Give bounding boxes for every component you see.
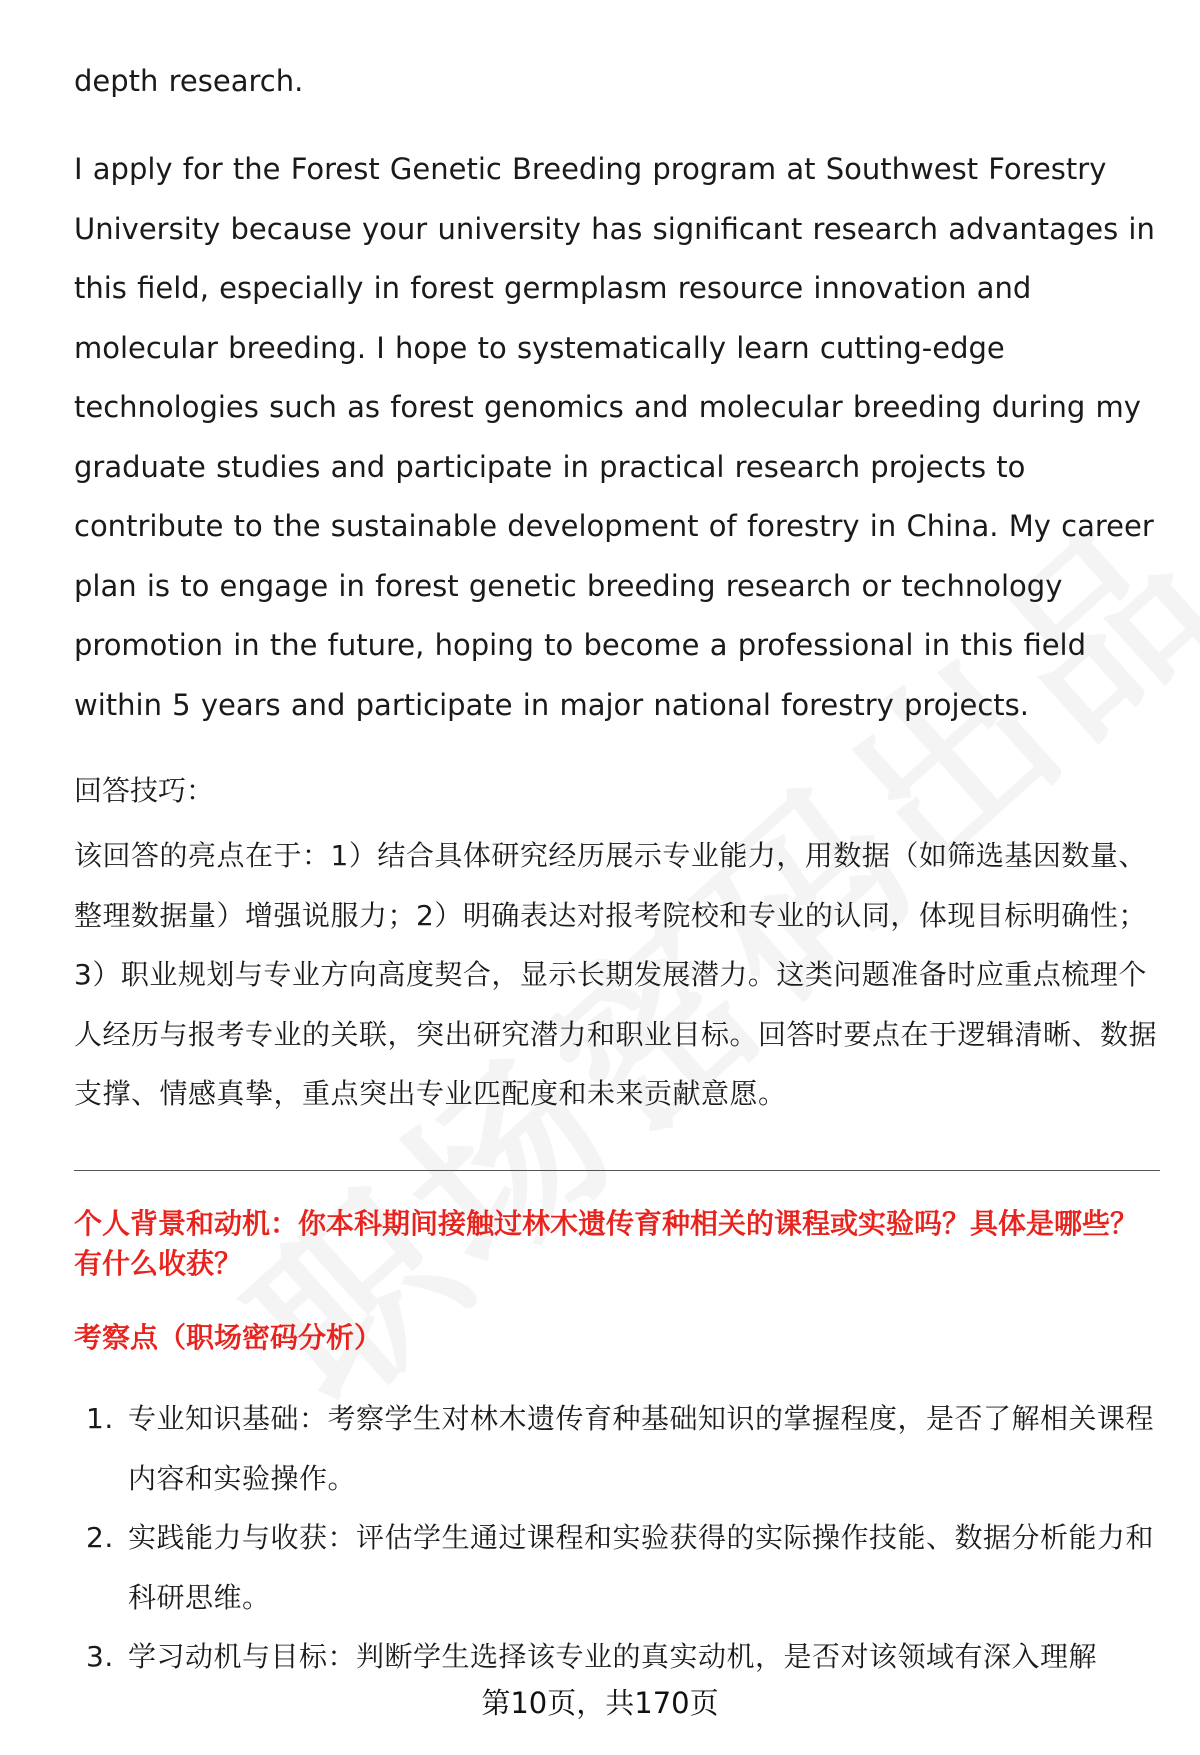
page-footer: 第10页，共170页 [481,1686,719,1720]
intro-paragraph-tail: depth research. [74,64,304,98]
list-item-number: 1. [86,1402,114,1435]
tips-title: 回答技巧： [74,774,215,807]
section-divider [74,1170,1160,1171]
list-item-number: 2. [86,1521,114,1554]
list-item-text: 实践能力与收获：评估学生通过课程和实验获得的实际操作技能、数据分析能力和科研思维。 [128,1521,1155,1614]
list-item-number: 3. [86,1640,114,1673]
motivation-paragraph: I apply for the Forest Genetic Breeding program at Southwest Forestry University because your university has significant research advantages in this field, especially in forest germplasm resource innovation and molecular breeding. I hope to systematically learn cutting-edge technologies such as forest genomics and molecular breeding during my graduate studies and participate in practical research projects to contribute to the sustainable development of forestry in China. My career plan is to engage in forest genetic breeding research or technology promotion in the future, hoping to become a professional in this field within 5 years and participate in major national forestry projects. [74,152,1155,722]
tips-body: 该回答的亮点在于：1）结合具体研究经历展示专业能力，用数据（如筛选基因数量、整理数据量）增强说服力；2）明确表达对报考院校和专业的认同，体现目标明确性；3）职业规划与专业方向高度契合，显示长期发展潜力。这类问题准备时应重点梳理个人经历与报考专业的关联，突出研究潜力和职业目标。回答时要点在于逻辑清晰、数据支撑、情感真挚，重点突出专业匹配度和未来贡献意愿。 [74,839,1158,1110]
question-heading: 个人背景和动机：你本科期间接触过林木遗传育种相关的课程或实验吗？具体是哪些？有什么收获？ [74,1207,1139,1280]
analysis-section-title: 考察点（职场密码分析） [74,1321,383,1354]
list-item [74,1389,1160,1508]
list-item-text: 学习动机与目标：判断学生选择该专业的真实动机，是否对该领域有深入理解 [128,1640,1098,1673]
list-item-text: 专业知识基础：考察学生对林木遗传育种基础知识的掌握程度，是否了解相关课程内容和实验操作。 [128,1402,1155,1495]
analysis-points-list [74,1389,1160,1687]
list-item [74,1508,1160,1627]
list-item [74,1627,1160,1687]
